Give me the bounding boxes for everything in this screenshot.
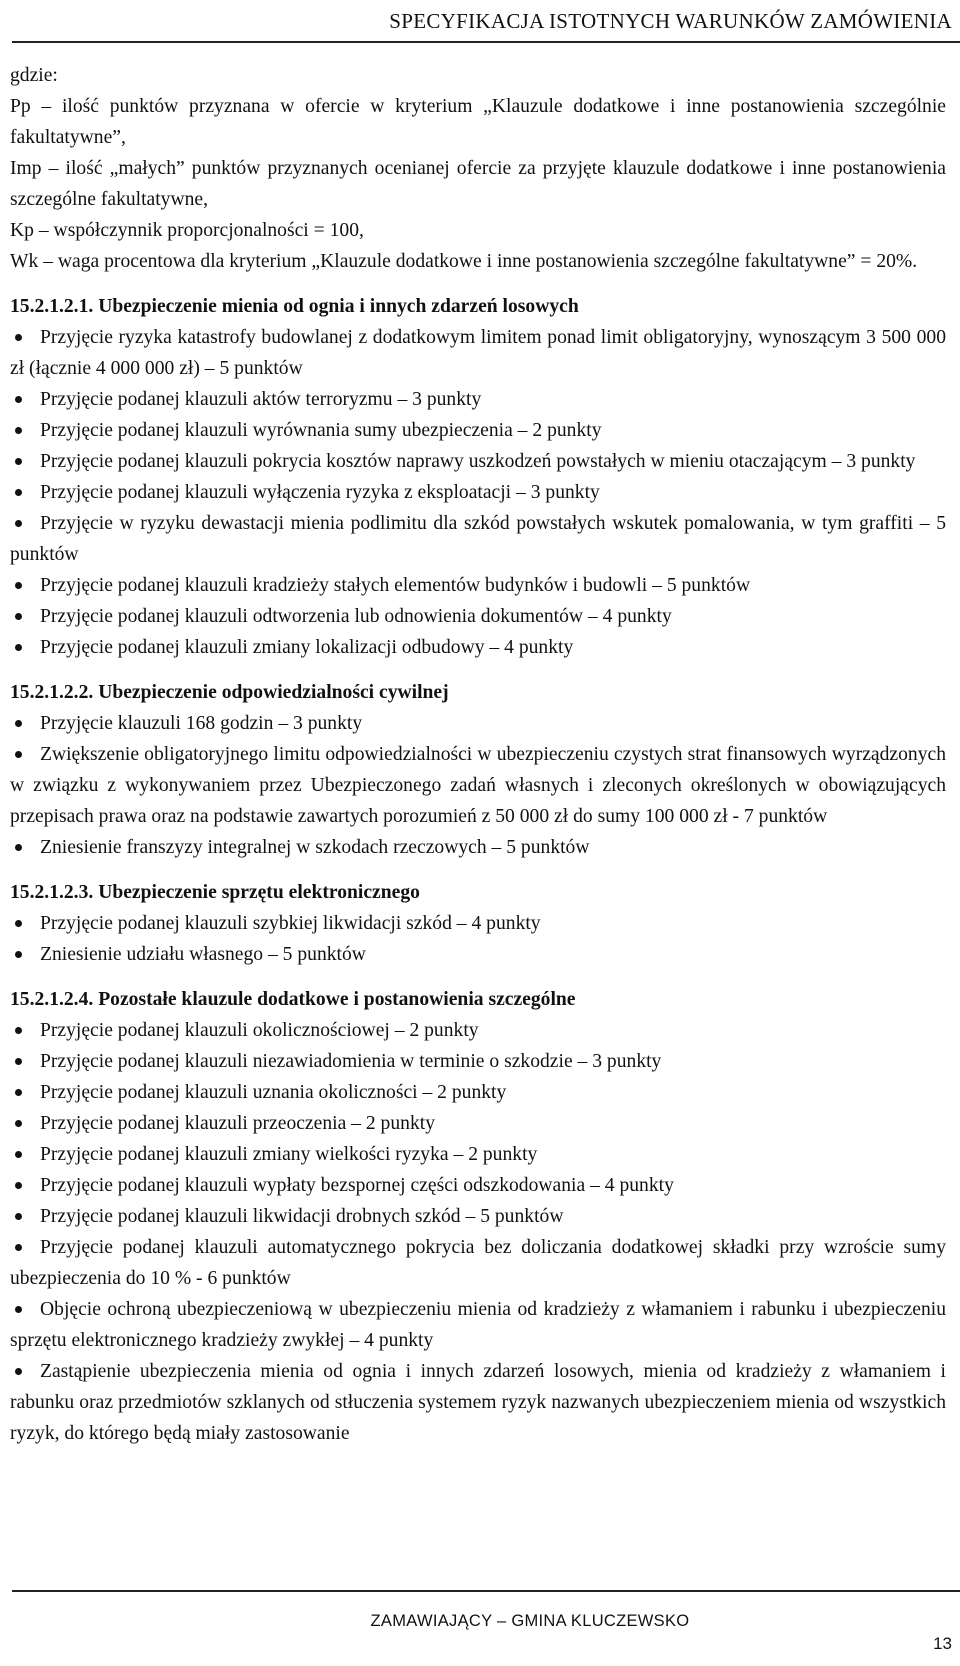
list-item-text: Przyjęcie podanej klauzuli wypłaty bezspornej części odszkodowania – 4 punkty <box>40 1175 674 1196</box>
bullet-icon <box>15 489 22 496</box>
list-item <box>10 1232 946 1294</box>
list-item-text: Przyjęcie podanej klauzuli zmiany wielkości ryzyka – 2 punkty <box>40 1144 538 1165</box>
page-footer: ZAMAWIAJĄCY – GMINA KLUCZEWSKO <box>370 1612 690 1630</box>
header-divider <box>12 41 960 43</box>
list-item-text: Przyjęcie podanej klauzuli wyrównania sumy ubezpieczenia – 2 punkty <box>40 420 602 441</box>
list-item <box>10 1046 946 1077</box>
list-item <box>10 632 946 663</box>
list-item <box>10 415 946 446</box>
definitions-intro: gdzie: <box>10 65 58 86</box>
list-item-text: Przyjęcie podanej klauzuli kradzieży stałych elementów budynków i budowli – 5 punktów <box>40 575 751 596</box>
definition-wk: Wk – waga procentowa dla kryterium „Klauzule dodatkowe i inne postanowienia szczególne fakultatywne” = 20%. <box>10 251 918 272</box>
list-item-text: Przyjęcie podanej klauzuli aktów terroryzmu – 3 punkty <box>40 389 482 410</box>
section-number: 15.2.1.2.4. <box>10 989 94 1010</box>
section-electronic-equipment <box>10 877 946 970</box>
list-item <box>10 1170 946 1201</box>
list-item <box>10 477 946 508</box>
section-title: Ubezpieczenie odpowiedzialności cywilnej <box>98 682 449 703</box>
bullet-icon <box>15 920 22 927</box>
bullet-icon <box>15 1213 22 1220</box>
footer-divider <box>12 1590 960 1592</box>
bullet-icon <box>15 1151 22 1158</box>
section-number: 15.2.1.2.2. <box>10 682 94 703</box>
definitions-list <box>10 91 946 277</box>
list-item <box>10 832 946 863</box>
bullet-icon <box>15 1027 22 1034</box>
bullet-icon <box>15 582 22 589</box>
bullet-icon <box>15 334 22 341</box>
page-number: 13 <box>933 1634 952 1653</box>
section-civil-liability <box>10 677 946 863</box>
list-item-text: Przyjęcie w ryzyku dewastacji mienia podlimitu dla szkód powstałych wskutek pomalowania, w tym graffiti – 5 punktów <box>10 513 946 565</box>
list-item <box>10 739 946 832</box>
definition-kp: Kp – współczynnik proporcjonalności = 100, <box>10 220 364 241</box>
bullet-icon <box>15 1182 22 1189</box>
list-item <box>10 322 946 384</box>
section-other-clauses <box>10 984 946 1449</box>
section-number: 15.2.1.2.3. <box>10 882 94 903</box>
section-title: Pozostałe klauzule dodatkowe i postanowienia szczególne <box>98 989 576 1010</box>
section-heading <box>10 984 946 1015</box>
list-item-text: Przyjęcie podanej klauzuli uznania okoliczności – 2 punkty <box>40 1082 507 1103</box>
list-item <box>10 1139 946 1170</box>
document-body <box>10 60 946 1449</box>
list-item <box>10 1356 946 1449</box>
bullet-icon <box>15 613 22 620</box>
bullet-icon <box>15 1306 22 1313</box>
bullet-icon <box>15 751 22 758</box>
list-item-text: Przyjęcie podanej klauzuli automatycznego pokrycia bez doliczania dodatkowej składki przy wzroście sumy ubezpieczenia do 10 % - 6 punktów <box>10 1237 946 1289</box>
definition-pp: Pp – ilość punktów przyznana w ofercie w kryterium „Klauzule dodatkowe i inne postanowienia szczególnie fakultatywne”, <box>10 96 946 148</box>
list-item-text: Przyjęcie podanej klauzuli pokrycia kosztów naprawy uszkodzeń powstałych w mieniu otaczającym – 3 punkty <box>40 451 916 472</box>
section-title: Ubezpieczenie mienia od ognia i innych zdarzeń losowych <box>98 296 579 317</box>
list-item <box>10 908 946 939</box>
bullet-icon <box>15 1244 22 1251</box>
section-heading <box>10 291 946 322</box>
list-item-text: Przyjęcie podanej klauzuli przeoczenia – 2 punkty <box>40 1113 435 1134</box>
list-item-text: Zastąpienie ubezpieczenia mienia od ognia i innych zdarzeń losowych, mienia od kradzieży z włamaniem i rabunku oraz przedmiotów szklanych od stłuczenia systemem ryzyk nazwanych ubezpieczeniem mienia od wszystkich ryzyk, do którego będą miały zastosowanie <box>10 1361 946 1444</box>
list-item <box>10 708 946 739</box>
bullet-icon <box>15 951 22 958</box>
list-item <box>10 508 946 570</box>
page-header: SPECYFIKACJA ISTOTNYCH WARUNKÓW ZAMÓWIENIA <box>389 9 952 33</box>
bullet-list <box>10 322 946 663</box>
bullet-icon <box>15 1120 22 1127</box>
list-item <box>10 446 946 477</box>
bullet-icon <box>15 844 22 851</box>
bullet-list <box>10 708 946 863</box>
list-item <box>10 1077 946 1108</box>
list-item <box>10 601 946 632</box>
list-item-text: Zniesienie franszyzy integralnej w szkodach rzeczowych – 5 punktów <box>40 837 590 858</box>
list-item-text: Zniesienie udziału własnego – 5 punktów <box>40 944 366 965</box>
list-item-text: Przyjęcie podanej klauzuli wyłączenia ryzyka z eksploatacji – 3 punkty <box>40 482 600 503</box>
bullet-list <box>10 908 946 970</box>
section-heading <box>10 877 946 908</box>
section-title: Ubezpieczenie sprzętu elektronicznego <box>98 882 420 903</box>
list-item-text: Przyjęcie podanej klauzuli likwidacji drobnych szkód – 5 punktów <box>40 1206 564 1227</box>
section-heading <box>10 677 946 708</box>
bullet-icon <box>15 427 22 434</box>
list-item <box>10 939 946 970</box>
definition-imp: Imp – ilość „małych” punktów przyznanych ocenianej ofercie za przyjęte klauzule dodatkowe i inne postanowienia szczególne fakultatywne, <box>10 158 946 210</box>
list-item-text: Objęcie ochroną ubezpieczeniową w ubezpieczeniu mienia od kradzieży z włamaniem i rabunku i ubezpieczeniu sprzętu elektronicznego kradzieży zwykłej – 4 punkty <box>10 1299 946 1351</box>
list-item-text: Zwiększenie obligatoryjnego limitu odpowiedzialności w ubezpieczeniu czystych strat finansowych wyrządzonych w związku z wykonywaniem przez Ubezpieczonego zadań własnych i zleconych określonych w obowiązujących przepisach prawa oraz na podstawie zawartych porozumień z 50 000 zł do sumy 100 000 zł - 7 punktów <box>10 744 946 827</box>
list-item-text: Przyjęcie podanej klauzuli zmiany lokalizacji odbudowy – 4 punkty <box>40 637 574 658</box>
list-item-text: Przyjęcie podanej klauzuli okolicznościowej – 2 punkty <box>40 1020 479 1041</box>
bullet-list <box>10 1015 946 1449</box>
list-item-text: Przyjęcie podanej klauzuli szybkiej likwidacji szkód – 4 punkty <box>40 913 541 934</box>
bullet-icon <box>15 1058 22 1065</box>
bullet-icon <box>15 1089 22 1096</box>
section-property-insurance <box>10 291 946 663</box>
list-item-text: Przyjęcie podanej klauzuli niezawiadomienia w terminie o szkodzie – 3 punkty <box>40 1051 662 1072</box>
bullet-icon <box>15 520 22 527</box>
list-item <box>10 1201 946 1232</box>
bullet-icon <box>15 644 22 651</box>
bullet-icon <box>15 396 22 403</box>
section-number: 15.2.1.2.1. <box>10 296 94 317</box>
list-item-text: Przyjęcie ryzyka katastrofy budowlanej z dodatkowym limitem ponad limit obligatoryjny, wynoszącym 3 500 000 zł (łącznie 4 000 000 zł) – 5 punktów <box>10 327 946 379</box>
bullet-icon <box>15 458 22 465</box>
list-item <box>10 1294 946 1356</box>
list-item-text: Przyjęcie klauzuli 168 godzin – 3 punkty <box>40 713 363 734</box>
bullet-icon <box>15 1368 22 1375</box>
list-item <box>10 1108 946 1139</box>
list-item-text: Przyjęcie podanej klauzuli odtworzenia lub odnowienia dokumentów – 4 punkty <box>40 606 672 627</box>
list-item <box>10 570 946 601</box>
list-item <box>10 1015 946 1046</box>
bullet-icon <box>15 720 22 727</box>
list-item <box>10 384 946 415</box>
